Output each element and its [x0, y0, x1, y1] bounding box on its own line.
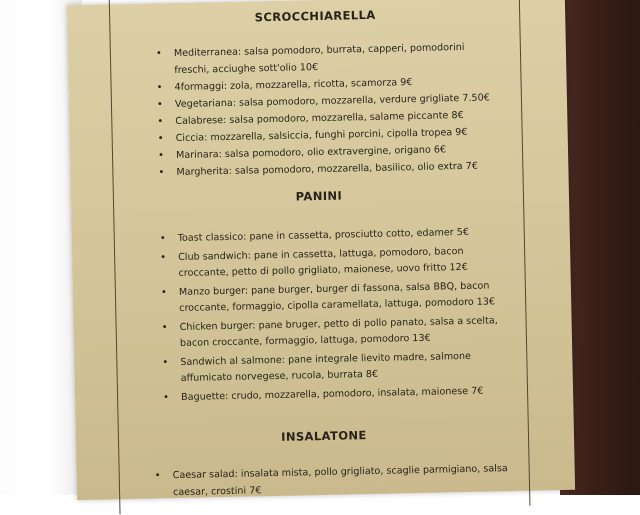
- insalatone-list: [155, 461, 516, 502]
- menu-item: • Manzo burger: pane burger, burger di fassona, salsa BBQ, bacon croccante, formaggio, cipolla caramellata, lattuga, pomodoro 13€: [161, 278, 502, 318]
- section-title-panini: PANINI: [295, 188, 343, 204]
- right-border-line: [519, 0, 531, 506]
- menu-item: • Toast classico: pane in cassetta, prosciutto cotto, edamer 5€: [160, 224, 500, 248]
- menu-item: • Sandwich al salmone: pane integrale lievito madre, salmone affumicato norvegese, rucola, burrata 8€: [162, 348, 503, 388]
- menu-item: • Caesar salad: insalata mista, pollo grigliato, scaglie parmigiano, salsa caesar, crostini 7€: [155, 461, 516, 502]
- menu-paper: [67, 0, 575, 500]
- left-border-line: [109, 0, 121, 514]
- menu-item: • Chicken burger: pane bruger, petto di pollo panato, salsa a scelta, bacon croccante, formaggio, lattuga, pomodoro 13€: [161, 313, 502, 353]
- section-title-scrocchiarella: SCROCCHIARELLA: [254, 7, 376, 25]
- menu-item: • Calabrese: salsa pomodoro, mozzarella, salame piccante 8€: [157, 107, 497, 131]
- menu-item: • Club sandwich: pane in cassetta, lattuga, pomodoro, bacon croccante, petto di pollo grigliato, maionese, uovo fritto 12€: [160, 243, 501, 283]
- menu-item: • 4formaggi: zola, mozzarella, ricotta, scamorza 9€: [156, 73, 496, 97]
- menu-item: • Mediterranea: salsa pomodoro, burrata, capperi, pomodorini freschi, acciughe sott'olio 10€: [156, 39, 497, 79]
- menu-item: • Margherita: salsa pomodoro, mozzarella, basilico, olio extra 7€: [158, 158, 498, 182]
- menu-item: • Marinara: salsa pomodoro, olio extravergine, origano 6€: [158, 141, 498, 165]
- menu-content: [125, 0, 515, 498]
- menu-item: • Ciccia: mozzarella, salsiccia, funghi porcini, cipolla tropea 9€: [158, 124, 498, 148]
- section-title-insalatone: INSALATONE: [281, 428, 367, 444]
- scrocchiarella-list: [156, 39, 499, 182]
- panini-list: [160, 224, 504, 408]
- menu-item: • Baguette: crudo, mozzarella, pomodoro, insalata, maionese 7€: [163, 383, 503, 407]
- menu-item: • Vegetariana: salsa pomodoro, mozzarella, verdure grigliate 7.50€: [157, 90, 497, 114]
